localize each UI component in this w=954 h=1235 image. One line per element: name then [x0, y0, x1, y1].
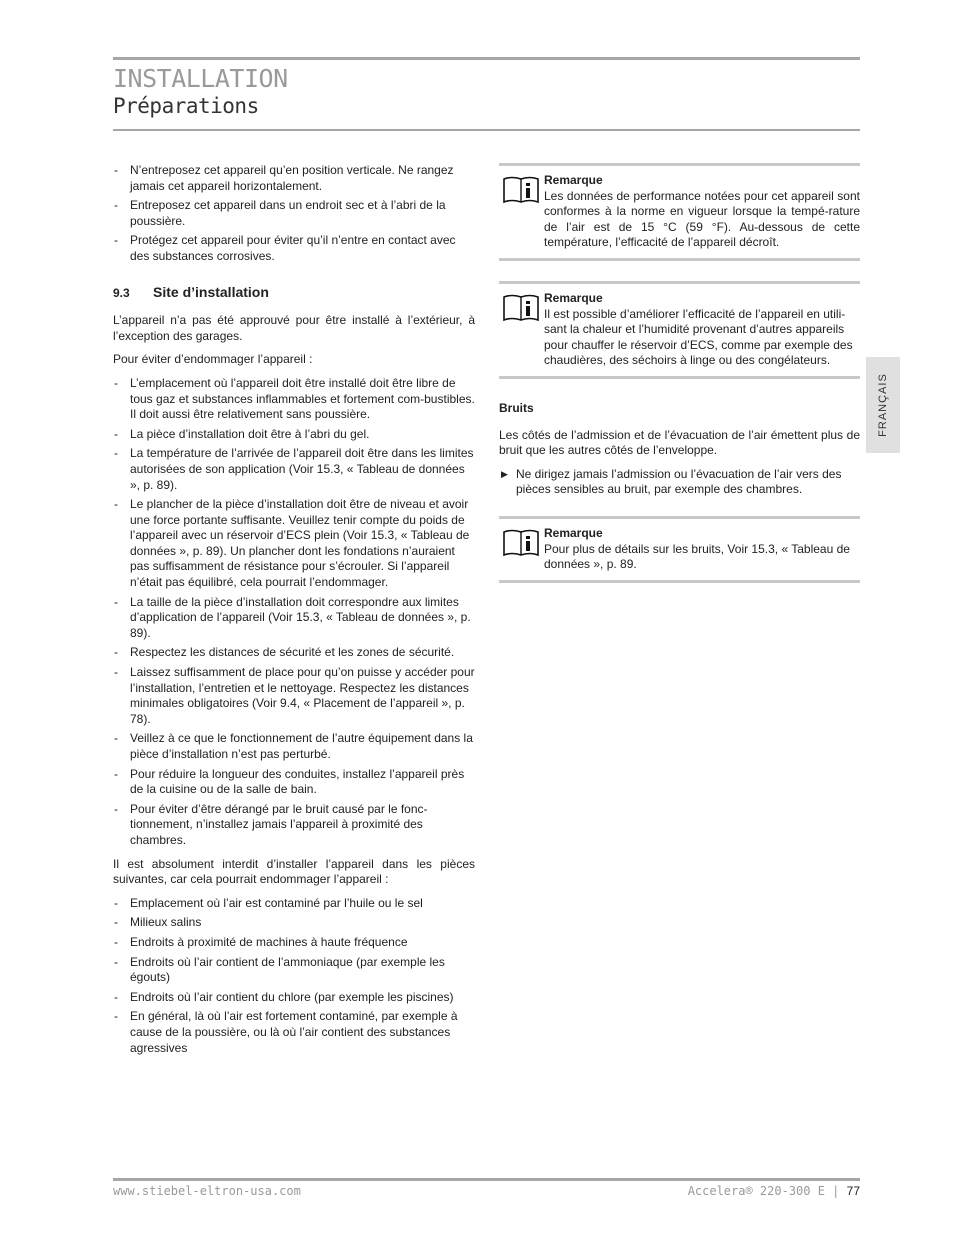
requirements-list: [113, 376, 475, 849]
subsection-title: Bruits: [499, 400, 534, 415]
header-divider: [113, 129, 860, 131]
list-item: - La température de l’arrivée de l’appareil doit être dans les limites autorisées de son application (Voir 15.3, « Tableau de données », p. 89).: [113, 446, 475, 493]
page-number: 77: [846, 1184, 860, 1198]
footer-rule: [113, 1178, 860, 1181]
list-item: - Laissez suffisamment de place pour qu’on puisse y accéder pour l’installation, l’entretien et le nettoyage. Respectez les distances minimales obligatoires (Voir 9.4, « Placement de l’appareil », p. 78).: [113, 665, 475, 727]
footer-url: www.stiebel-eltron-usa.com: [113, 1184, 301, 1198]
note-text: Il est possible d’améliorer l’efficacité de l’appareil en utili-sant la chaleur et l’humidité provenant d’autres appareils pour chauffer le réservoir d’ECS, comme par exemple des chaudières, des séchoirs à linge ou des congélateurs.: [544, 306, 853, 368]
paragraph: Pour éviter d’endommager l’appareil :: [113, 352, 313, 367]
info-book-icon: [502, 529, 540, 557]
language-tab: [866, 357, 900, 453]
list-item: - Milieux salins: [113, 915, 475, 931]
section-heading: [113, 285, 475, 302]
page-subtitle: Préparations: [113, 94, 259, 118]
list-item: - Pour éviter d’être dérangé par le bruit causé par le fonc-tionnement, n’installez jamais l’appareil à proximité des chambres.: [113, 802, 475, 849]
note-label: Remarque: [544, 525, 603, 540]
paragraph: Il est absolument interdit d’installer l’appareil dans les pièces suivantes, car cela pourrait endommager l’appareil :: [113, 856, 475, 887]
left-column: [113, 163, 475, 1060]
note-box: [499, 281, 860, 379]
note-label: Remarque: [544, 290, 603, 305]
intro-list: [113, 163, 475, 265]
action-item: ▶ Ne dirigez jamais l’admission ou l’évacuation de l’air vers des pièces sensibles au bruit, par exemple des chambres.: [499, 467, 860, 498]
note-box: [499, 516, 860, 583]
footer-product-name: Accelera® 220-300 E |: [687, 1184, 840, 1198]
section-number: 9.3: [113, 285, 130, 300]
note-label: Remarque: [544, 173, 603, 187]
list-item: - Pour réduire la longueur des conduites, installez l’appareil près de la cuisine ou de la salle de bain.: [113, 767, 475, 798]
list-item: - Endroits où l’air contient de l’ammoniaque (par exemple les égouts): [113, 955, 475, 986]
note-text: Pour plus de détails sur les bruits, Voir 15.3, « Tableau de données », p. 89.: [544, 541, 850, 572]
list-item: - N’entreposez cet appareil qu’en position verticale. Ne rangez jamais cet appareil horizontalement.: [113, 163, 475, 194]
info-book-icon: [502, 176, 540, 204]
list-item: - En général, là où l’air est fortement contaminé, par exemple à cause de la poussière, ou là où l’air contient des substances agressives: [113, 1009, 475, 1056]
paragraph: L’appareil n’a pas été approuvé pour être installé à l’extérieur, à l’exception des garages.: [113, 313, 475, 343]
forbidden-list: [113, 896, 475, 1056]
list-item: - Protégez cet appareil pour éviter qu’il n’entre en contact avec des substances corrosives.: [113, 233, 475, 264]
list-item: - Entreposez cet appareil dans un endroit sec et à l’abri de la poussière.: [113, 198, 475, 229]
page-title: INSTALLATION: [113, 64, 288, 93]
note-text: Les données de performance notées pour cet appareil sont conformes à la norme en vigueur lorsque la tempé-rature de l’air est de 15 °C (59 °F). Au-dessous de cette température, l’efficacité de l’appareil décroît.: [544, 188, 860, 250]
info-book-icon: [502, 294, 540, 322]
list-item: - L’emplacement où l’appareil doit être installé doit être libre de tous gaz et substances inflammables et fortement com-bustibles. Il doit aussi être relativement sans poussière.: [113, 376, 475, 423]
list-item: - Respectez les distances de sécurité et les zones de sécurité.: [113, 645, 475, 661]
list-item: - La pièce d’installation doit être à l’abri du gel.: [113, 427, 475, 443]
list-item: - La taille de la pièce d’installation doit correspondre aux limites d’application de l’appareil (Voir 15.3, « Tableau de données », p. 89).: [113, 595, 475, 642]
header-rule: [113, 57, 860, 60]
list-item: - Endroits où l’air contient du chlore (par exemple les piscines): [113, 990, 475, 1006]
language-label: FRANÇAIS: [877, 373, 889, 437]
list-item: - Veillez à ce que le fonctionnement de l’autre équipement dans la pièce d’installation n’est pas perturbé.: [113, 731, 475, 762]
right-column: [499, 163, 860, 591]
note-box: [499, 163, 860, 261]
paragraph: Les côtés de l’admission et de l’évacuation de l’air émettent plus de bruit que les autres côtés de l’enveloppe.: [499, 427, 860, 458]
footer-product: [688, 1184, 860, 1198]
list-item: - Emplacement où l’air est contaminé par l’huile ou le sel: [113, 896, 475, 912]
section-title: Site d’installation: [153, 283, 269, 300]
list-item: - Le plancher de la pièce d’installation doit être de niveau et avoir une force portante suffisante. Veuillez tenir compte du poids de l’appareil avec un réservoir d’ECS plein (Voir 15.3, « Tableau de données », p. 89). Un plancher dont les fondations n’auraient pas suffisamment de résistance pour s’écrouler. Si l’appareil n’était pas équilibré, cela pourrait l’endommager.: [113, 497, 475, 591]
list-item: - Endroits à proximité de machines à haute fréquence: [113, 935, 475, 951]
